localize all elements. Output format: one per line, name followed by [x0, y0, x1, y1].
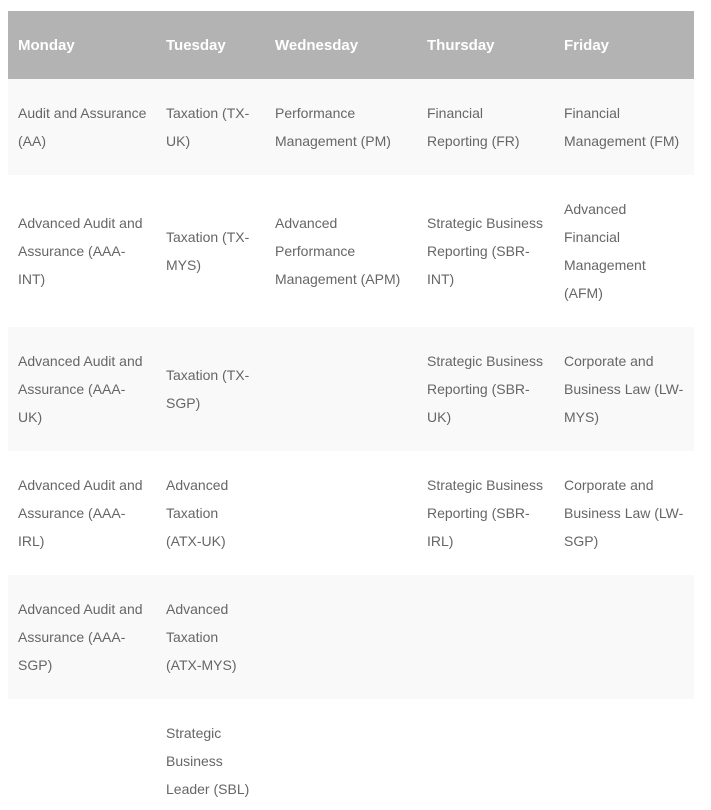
- table-cell: Taxation (TX-SGP): [166, 367, 250, 411]
- exam-schedule-table-container: [8, 11, 694, 810]
- table-cell: Taxation (TX-MYS): [166, 229, 250, 273]
- table-cell: Advanced Financial Management (AFM): [564, 201, 646, 301]
- table-row: [8, 327, 694, 451]
- table-row: [8, 451, 694, 575]
- table-cell: Advanced Audit and Assurance (AAA-UK): [18, 353, 143, 425]
- table-cell: [8, 699, 156, 810]
- table-row: [8, 175, 694, 327]
- table-cell: [417, 575, 554, 699]
- header-friday: Friday: [564, 36, 610, 54]
- exam-schedule-table: [8, 11, 694, 810]
- table-cell: Performance Management (PM): [275, 105, 391, 149]
- header-monday: Monday: [18, 36, 75, 54]
- table-cell: [265, 699, 417, 810]
- table-row: [8, 699, 694, 810]
- table-cell: Advanced Audit and Assurance (AAA-IRL): [18, 477, 143, 549]
- table-cell: Corporate and Business Law (LW-MYS): [564, 353, 684, 425]
- table-cell: Financial Management (FM): [564, 105, 680, 149]
- table-cell: Strategic Business Reporting (SBR-IRL): [427, 477, 543, 549]
- table-cell: Corporate and Business Law (LW-SGP): [564, 477, 684, 549]
- table-cell: Financial Reporting (FR): [427, 105, 520, 149]
- table-cell: [554, 699, 694, 810]
- table-cell: [417, 699, 554, 810]
- table-header-row: [8, 11, 694, 79]
- table-cell: Advanced Performance Management (APM): [275, 215, 401, 287]
- table-cell: Taxation (TX-UK): [166, 105, 250, 149]
- table-cell: Audit and Assurance (AA): [18, 105, 147, 149]
- table-cell: Strategic Business Reporting (SBR-UK): [427, 353, 543, 425]
- table-cell: Advanced Audit and Assurance (AAA-SGP): [18, 601, 143, 673]
- table-row: [8, 575, 694, 699]
- table-cell: Advanced Taxation (ATX-UK): [166, 477, 229, 549]
- header-thursday: Thursday: [427, 36, 495, 54]
- table-row: [8, 79, 694, 175]
- table-cell: Advanced Taxation (ATX-MYS): [166, 601, 237, 673]
- table-cell: [265, 451, 417, 575]
- table-cell: Strategic Business Reporting (SBR-INT): [427, 215, 543, 287]
- table-cell: [265, 575, 417, 699]
- table-cell: Strategic Business Leader (SBL): [166, 725, 250, 797]
- table-cell: Advanced Audit and Assurance (AAA-INT): [18, 215, 143, 287]
- table-cell: [265, 327, 417, 451]
- table-cell: [554, 575, 694, 699]
- header-tuesday: Tuesday: [166, 36, 226, 54]
- header-wednesday: Wednesday: [275, 36, 359, 54]
